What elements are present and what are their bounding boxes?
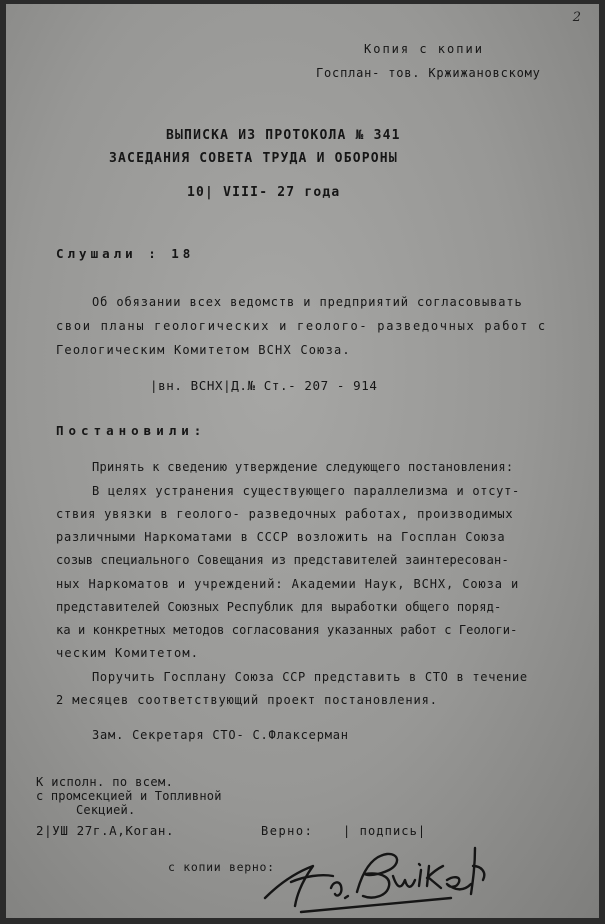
execution-note-line: Секцией. xyxy=(76,803,136,817)
decided-line: созыв специального Совещания из представителей заинтересован- xyxy=(56,553,509,567)
signatory: Зам. Секретаря СТО- С.Флаксерман xyxy=(92,728,349,742)
heard-line: Геологическим Комитетом ВСНХ Союза. xyxy=(56,343,351,357)
heard-label: Слушали : 18 xyxy=(56,246,195,261)
addressee: Госплан- тов. Кржижановскому xyxy=(316,66,541,80)
decided-line: ствия увязки в геолого- разведочных работах, производимых xyxy=(56,507,514,521)
execution-note-line: К исполн. по всем. xyxy=(36,775,174,789)
decided-line: ка и конкретных методов согласования указанных работ с Геологи- xyxy=(56,623,518,637)
execution-note-line: с промсекцией и Топливной xyxy=(36,789,222,803)
decided-line: ческим Комитетом. xyxy=(56,646,200,660)
decided-label: Постановили: xyxy=(56,423,207,438)
signed-note: | подпись| xyxy=(343,824,427,838)
verified-label: Верно: xyxy=(261,824,314,838)
document-subtitle: ЗАСЕДАНИЯ СОВЕТА ТРУДА И ОБОРОНЫ xyxy=(109,151,398,166)
case-reference: |вн. ВСНХ|Д.№ Ст.- 207 - 914 xyxy=(150,378,378,393)
decided-line: Принять к сведению утверждение следующего постановления: xyxy=(92,460,514,474)
decided-line: ных Наркоматов и учреждений: Академии Наук, ВСНХ, Союза и xyxy=(56,577,520,591)
decided-line: представителей Союзных Республик для выработки общего поряд- xyxy=(56,600,502,614)
decided-line: 2 месяцев соответствующий проект постановления. xyxy=(56,693,438,707)
document-title: ВЫПИСКА ИЗ ПРОТОКОЛА № 341 xyxy=(166,128,401,143)
decided-line: различными Наркоматами в СССР возложить на Госплан Союза xyxy=(56,530,506,544)
copy-verified-label: с копии верно: xyxy=(168,860,275,874)
heard-line: Об обязании всех ведомств и предприятий согласовывать xyxy=(92,295,523,309)
heard-line: свои планы геологических и геолого- разведочных работ с xyxy=(56,319,547,333)
decided-line: Поручить Госплану Союза ССР представить в СТО в течение xyxy=(92,670,528,684)
date-note: 2|УШ 27г.А,Коган. xyxy=(36,823,175,838)
handwritten-signature xyxy=(261,836,501,918)
document-page xyxy=(6,4,599,918)
decided-line: В целях устранения существующего параллелизма и отсут- xyxy=(92,484,520,498)
page-number: 2 xyxy=(572,10,581,25)
copy-line: Копия с копии xyxy=(364,42,484,56)
document-date: 10| VIII- 27 года xyxy=(187,185,341,200)
